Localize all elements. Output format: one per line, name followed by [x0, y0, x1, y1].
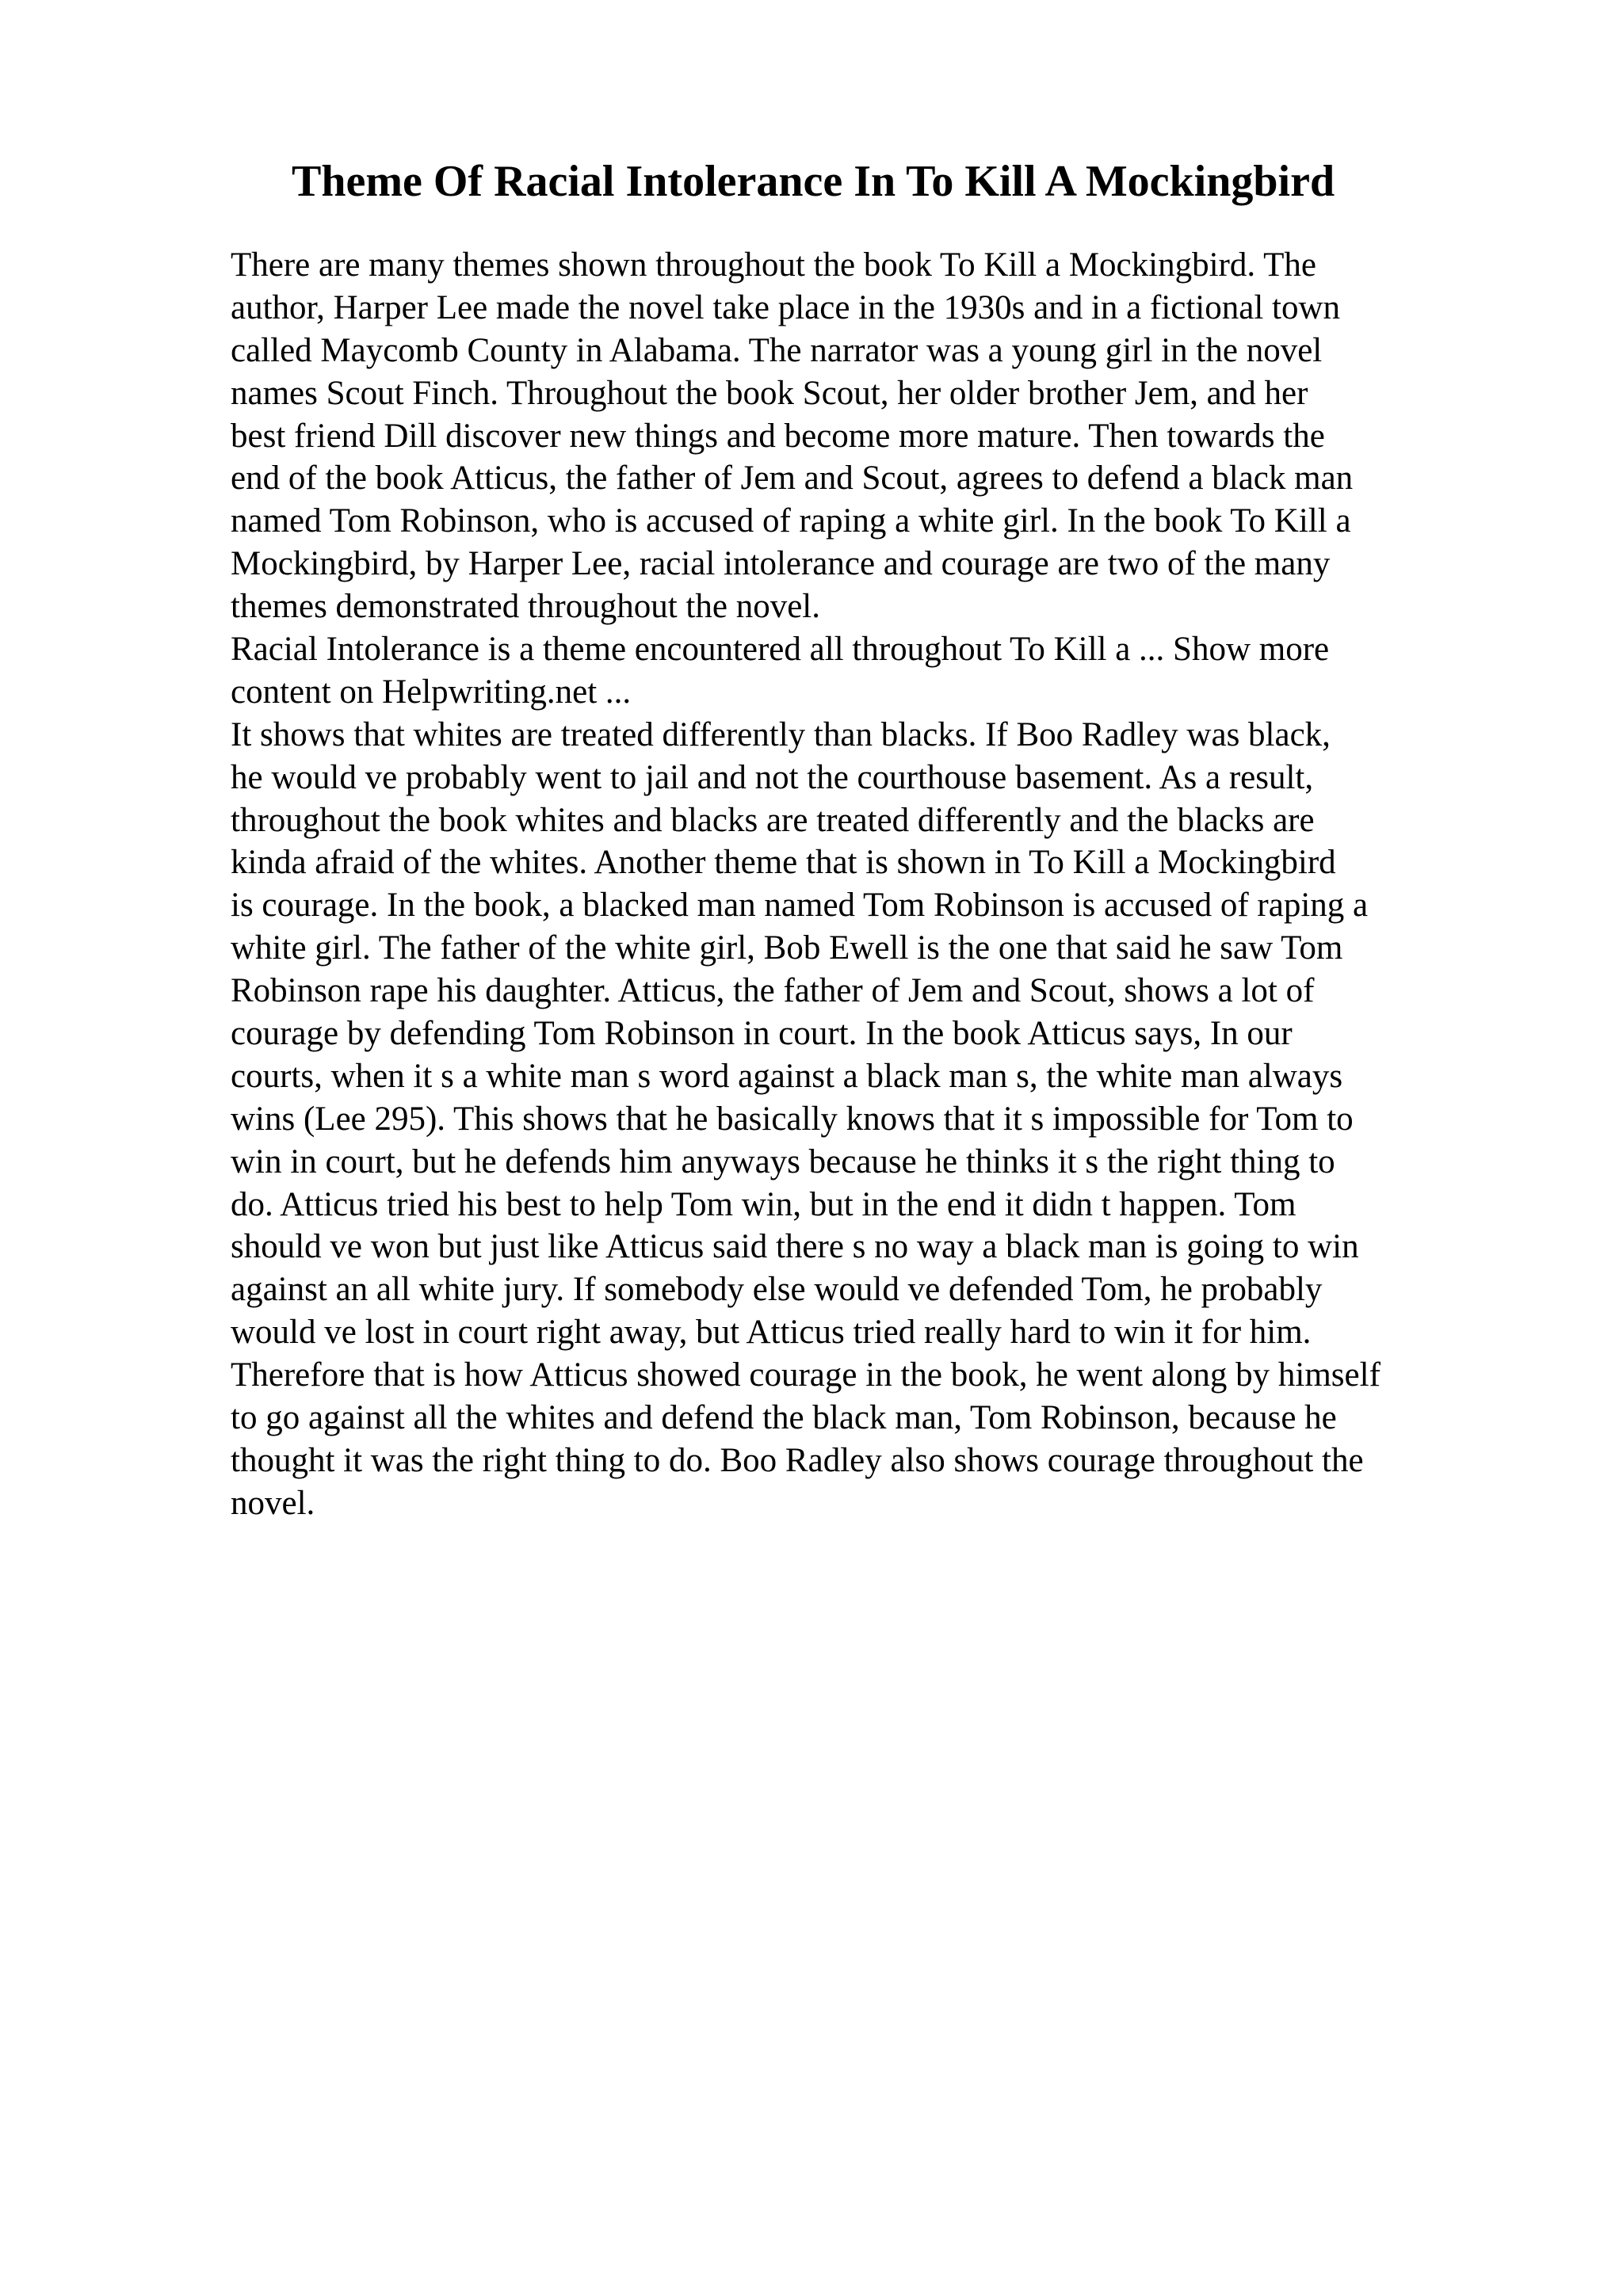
document-title: Theme Of Racial Intolerance In To Kill A Mockingbird — [292, 157, 1335, 206]
body-text-line: themes demonstrated throughout the novel. — [231, 588, 820, 626]
body-text-line: Racial Intolerance is a theme encountered all throughout To Kill a ... Show more — [231, 631, 1330, 669]
body-text-line: names Scout Finch. Throughout the book Scout, her older brother Jem, and her — [231, 374, 1308, 412]
body-text-line: should ve won but just like Atticus said there s no way a black man is going to win — [231, 1228, 1359, 1266]
body-text-line: throughout the book whites and blacks are treated differently and the blacks are — [231, 801, 1315, 839]
body-text-line: author, Harper Lee made the novel take place in the 1930s and in a fictional town — [231, 288, 1341, 326]
body-text-line: against an all white jury. If somebody else would ve defended Tom, he probably — [231, 1271, 1323, 1309]
document-body — [231, 244, 1499, 1525]
body-text-line: courts, when it s a white man s word against a black man s, the white man always — [231, 1057, 1343, 1095]
body-text-line: do. Atticus tried his best to help Tom win, but in the end it didn t happen. Tom — [231, 1185, 1296, 1223]
body-text-line: Therefore that is how Atticus showed courage in the book, he went along by himself — [231, 1356, 1381, 1394]
body-text-line: he would ve probably went to jail and not the courthouse basement. As a result, — [231, 758, 1314, 796]
body-text-line: courage by defending Tom Robinson in court. In the book Atticus says, In our — [231, 1015, 1293, 1053]
body-text-line: to go against all the whites and defend the black man, Tom Robinson, because he — [231, 1399, 1337, 1437]
body-text-line: named Tom Robinson, who is accused of raping a white girl. In the book To Kill a — [231, 502, 1351, 540]
body-text-line: is courage. In the book, a blacked man named Tom Robinson is accused of raping a — [231, 887, 1369, 925]
body-text-line: content on Helpwriting.net ... — [231, 673, 632, 711]
body-text-line: white girl. The father of the white girl, Bob Ewell is the one that said he saw Tom — [231, 929, 1343, 967]
body-text-line: best friend Dill discover new things and become more mature. Then towards the — [231, 417, 1325, 455]
body-text-line: Robinson rape his daughter. Atticus, the father of Jem and Scout, shows a lot of — [231, 972, 1315, 1010]
body-text-line: would ve lost in court right away, but Atticus tried really hard to win it for him. — [231, 1314, 1312, 1352]
body-text-line: kinda afraid of the whites. Another theme that is shown in To Kill a Mockingbird — [231, 844, 1336, 882]
body-text-line: It shows that whites are treated differently than blacks. If Boo Radley was black, — [231, 715, 1331, 753]
body-text-line: thought it was the right thing to do. Boo Radley also shows courage throughout the — [231, 1441, 1364, 1479]
body-text-line: called Maycomb County in Alabama. The narrator was a young girl in the novel — [231, 331, 1323, 369]
body-text-line: wins (Lee 295). This shows that he basically knows that it s impossible for Tom to — [231, 1100, 1354, 1138]
body-text-line: Mockingbird, by Harper Lee, racial intolerance and courage are two of the many — [231, 545, 1331, 583]
body-text-line: win in court, but he defends him anyways because he thinks it s the right thing to — [231, 1142, 1335, 1180]
body-text-line: end of the book Atticus, the father of Jem and Scout, agrees to defend a black man — [231, 460, 1354, 498]
body-text-line: There are many themes shown throughout the book To Kill a Mockingbird. The — [231, 246, 1316, 284]
body-text-line: novel. — [231, 1484, 315, 1522]
